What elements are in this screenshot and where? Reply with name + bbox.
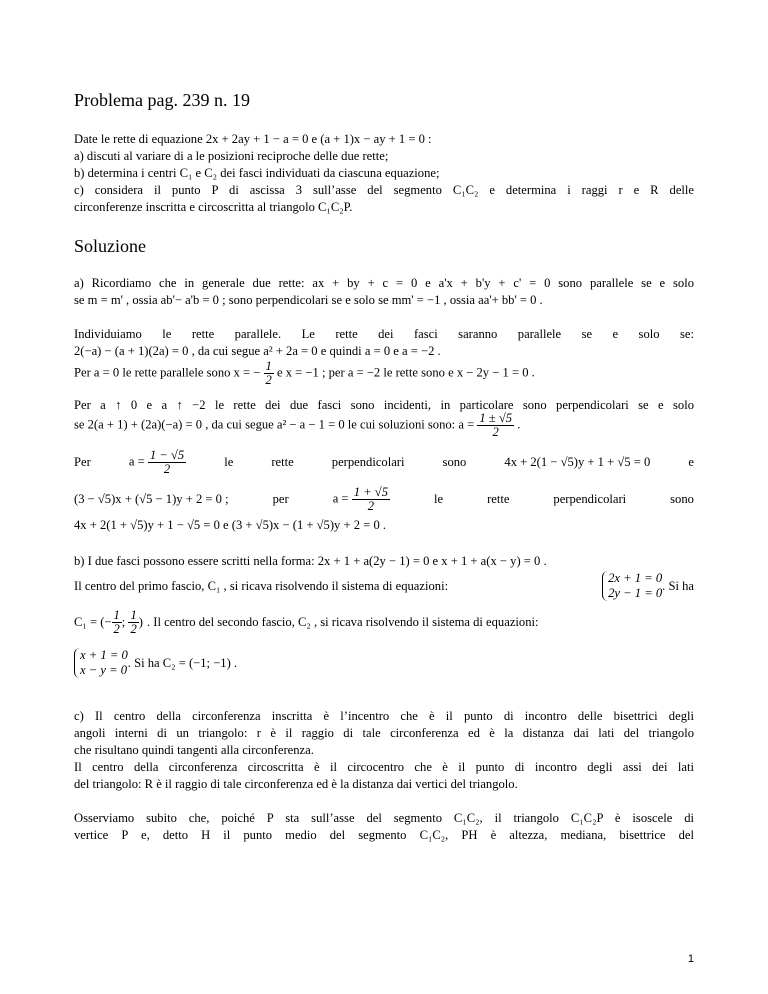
solution-b-line3: C₁ = (− $\frac{1}{2}$ ; $\frac{1}{2}$ ) . Il centro del secondo fascio, C₂ , si ricava risolvendo il sistema di equazioni:: [74, 608, 539, 636]
incident-line1: Per a ↑ 0 e a ↑ −2 le rette dei due fasci sono incidenti, in particolare sono perpendicolari se e solo: [74, 398, 694, 412]
question-c-line2: circonferenze inscritta e circoscritta al triangolo C₁C₂P.: [74, 200, 353, 214]
incident-line2: se 2(a + 1) + (2a)(−a) = 0 , da cui segue a² − a − 1 = 0 le cui soluzioni sono: a = $\frac{1 \pm √5}{2}$ .: [74, 411, 521, 439]
observation-line2: vertice P e, detto H il punto medio del segmento C₁C₂, PH è altezza, mediana, bisettrice del: [74, 828, 694, 842]
solution-c-line1: c) Il centro della circonferenza inscritta è l’incentro che è il punto di incontro delle bisettrici degli: [74, 709, 694, 723]
solution-b-line1: b) I due fasci possono essere scritti nella forma: 2x + 1 + a(2y − 1) = 0 e x + 1 + a(x − y) = 0 .: [74, 554, 547, 568]
perpendicular-line1: Per a = $\frac{1 - √5}{2}$ le rette perpendicolari sono 4x + 2(1 − √5)y + 1 + √5 = 0 e: [74, 448, 694, 476]
solution-c-line4: Il centro della circonferenza circoscritta è il circocentro che è il punto di incontro degli assi dei lati: [74, 760, 694, 774]
solution-heading: Soluzione: [74, 236, 146, 256]
parallel-line1: Individuiamo le rette parallele. Le rette dei fasci saranno parallele se e solo se:: [74, 327, 694, 341]
problem-title: Problema pag. 239 n. 19: [74, 90, 250, 110]
fraction-one-half: $\frac{1}{2}$: [265, 359, 272, 387]
solution-b-line2: Il centro del primo fascio, C₁ , si ricava risolvendo il sistema di equazioni: 2x + 1 = 0 2y − 1 = 0 . Si ha: [74, 571, 694, 600]
solution-a-line1: a) Ricordiamo che in generale due rette: ax + by + c = 0 e a'x + b'y + c' = 0 sono parallele se e solo: [74, 276, 694, 290]
fraction-a-plus: $\frac{1 + √5}{2}$: [353, 485, 388, 513]
parallel-line3: Per a = 0 le rette parallele sono x = − $\frac{1}{2}$ e x = −1 ; per a = −2 le rette sono e x − 2y − 1 = 0 .: [74, 359, 535, 387]
intro-line: Date le rette di equazione 2x + 2ay + 1 − a = 0 e (a + 1)x − ay + 1 = 0 :: [74, 132, 432, 146]
fraction-solutions: $\frac{1 \pm √5}{2}$: [479, 411, 513, 439]
perpendicular-line3: 4x + 2(1 + √5)y + 1 − √5 = 0 e (3 + √5)x − (1 + √5)y + 2 = 0 .: [74, 518, 387, 532]
question-c-line1: c) considera il punto P di ascissa 3 sull’asse del segmento C₁C₂ e determina i raggi r e R delle: [74, 183, 694, 197]
solution-c-line3: che risultano quindi tangenti alla circonferenza.: [74, 743, 314, 757]
fraction-a-minus: $\frac{1 - √5}{2}$: [149, 448, 185, 476]
solution-a-line2: se m = m' , ossia ab'− a'b = 0 ; sono perpendicolari se e solo se mm' = −1 , ossia aa'+ bb' = 0 .: [74, 293, 543, 307]
question-a: a) discuti al variare di a le posizioni reciproche delle due rette;: [74, 149, 389, 163]
solution-c-line5: del triangolo: R è il raggio di tale circonferenza ed è la distanza dai vertici del triangolo.: [74, 777, 518, 791]
observation-line1: Osserviamo subito che, poiché P sta sull’asse del segmento C₁C₂, il triangolo C₁C₂P è isoscele di: [74, 811, 694, 825]
parallel-line2: 2(−a) − (a + 1)(2a) = 0 , da cui segue a² + 2a = 0 e quindi a = 0 e a = −2 .: [74, 344, 441, 358]
solution-c-line2: angoli interni di un triangolo: r è il raggio di tale circonferenza ed è la distanza dai lati del triangolo: [74, 726, 694, 740]
page-number: 1: [687, 953, 694, 965]
system-second-pencil: x + 1 = 0 x − y = 0: [74, 648, 128, 678]
perpendicular-line2: (3 − √5)x + (√5 − 1)y + 2 = 0 ; per a = $\frac{1 + √5}{2}$ le rette perpendicolari sono: [74, 485, 694, 513]
system-first-pencil: 2x + 1 = 0 2y − 1 = 0: [602, 571, 662, 601]
solution-b-line4: x + 1 = 0 x − y = 0 . Si ha C₂ = (−1; −1) .: [74, 648, 237, 678]
question-b: b) determina i centri C₁ e C₂ dei fasci individuati da ciascuna equazione;: [74, 166, 440, 180]
